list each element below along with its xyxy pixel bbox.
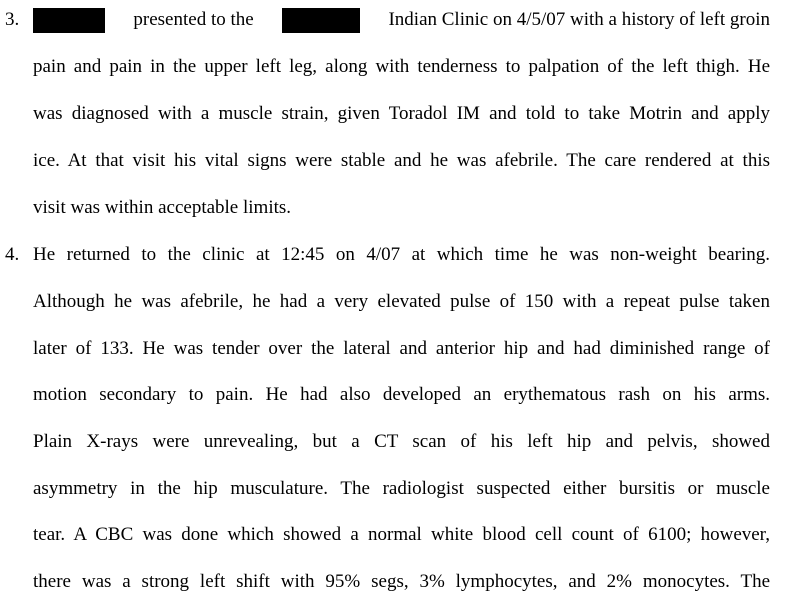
text-line: there was a strong left shift with 95% segs, 3% lymphocytes, and 2% monocytes. The [33, 571, 770, 592]
text-line: later of 133. He was tender over the lateral and anterior hip and had diminished range of [33, 338, 770, 359]
text-line: motion secondary to pain. He had also developed an erythematous rash on his arms. [33, 384, 770, 405]
text-line: tear. A CBC was done which showed a normal white blood cell count of 6100; however, [33, 524, 770, 545]
redaction-box [33, 8, 105, 33]
text-line [33, 8, 770, 32]
text-line: was diagnosed with a muscle strain, given Toradol IM and told to take Motrin and apply [33, 103, 770, 124]
redaction-box [282, 8, 360, 33]
text-line: Plain X-rays were unrevealing, but a CT scan of his left hip and pelvis, showed [33, 431, 770, 452]
text-line: He returned to the clinic at 12:45 on 4/07 at which time he was non-weight bearing. [33, 244, 770, 265]
item-number: 3. [5, 9, 20, 30]
item-number: 4. [5, 244, 20, 265]
text-fragment: Indian Clinic on 4/5/07 with a history of left groin [388, 9, 770, 30]
text-fragment: presented to the [133, 9, 254, 30]
text-line: Although he was afebrile, he had a very elevated pulse of 150 with a repeat pulse taken [33, 291, 770, 312]
text-line: visit was within acceptable limits. [33, 197, 292, 218]
text-line: pain and pain in the upper left leg, along with tenderness to palpation of the left thigh. He [33, 56, 770, 77]
text-line: asymmetry in the hip musculature. The radiologist suspected either bursitis or muscle [33, 478, 770, 499]
text-line: ice. At that visit his vital signs were stable and he was afebrile. The care rendered at this [33, 150, 770, 171]
